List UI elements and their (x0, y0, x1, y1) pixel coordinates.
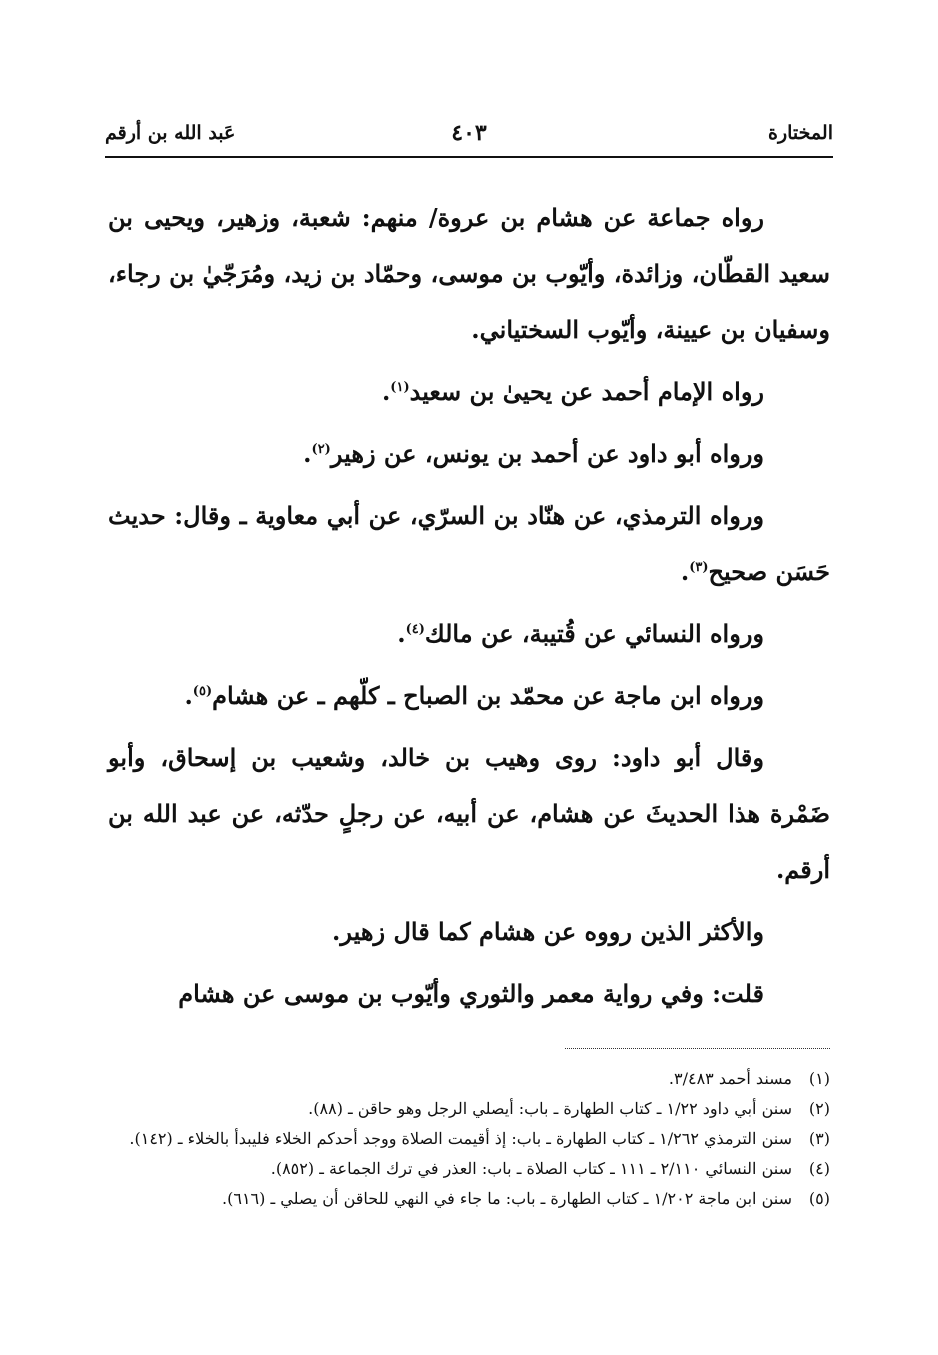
paragraph-end: . (381, 377, 391, 406)
paragraph-text: ورواه الترمذي، عن هنّاد بن السرّي، عن أبي معاوية ـ وقال: حديث حَسَن صحيح (108, 501, 830, 586)
footnote-text: سنن أبي داود ١/٢٢ ـ كتاب الطهارة ـ باب: أيصلي الرجل وهو حاقن ـ (٨٨). (308, 1099, 792, 1118)
paragraph-author-note (108, 966, 830, 1022)
footnote-text: سنن النسائي ٢/١١٠ ـ ١١١ ـ كتاب الصلاة ـ باب: العذر في ترك الجماعة ـ (٨٥٢). (270, 1159, 792, 1178)
chapter-title: عَبد الله بن أرقم (105, 122, 236, 144)
paragraph-ahmad (108, 364, 830, 420)
footnotes (108, 1064, 830, 1214)
footnote-ref-5[interactable]: (٥) (192, 684, 213, 699)
paragraph-text: والأكثر الذين رووه عن هشام كما قال زهير. (332, 917, 764, 946)
paragraph-text: قلت: وفي رواية معمر والثوري وأيّوب بن موسى عن هشام (178, 979, 764, 1008)
footnote-number: (٢) (808, 1099, 830, 1118)
paragraph-text: ورواه ابن ماجة عن محمّد بن الصباح ـ كلّهم ـ عن هشام (212, 681, 764, 710)
running-header (105, 120, 833, 156)
paragraph-text: ورواه أبو داود عن أحمد بن يونس، عن زهير (330, 439, 764, 468)
footnote-ref-1[interactable]: (١) (390, 380, 410, 395)
footnote-number: (٥) (808, 1189, 830, 1208)
page-number: ٤٠٣ (451, 120, 487, 146)
main-text (108, 190, 830, 1028)
paragraph-tirmidhi (108, 488, 830, 600)
paragraph-ibn-majah (108, 668, 830, 724)
footnote-separator (565, 1048, 830, 1049)
paragraph-nasai (108, 606, 830, 662)
footnote-3 (108, 1124, 830, 1154)
footnote-4 (108, 1154, 830, 1184)
paragraph-text: وقال أبو داود: روى وهيب بن خالد، وشعيب بن إسحاق، وأبو ضَمْرة هذا الحديثَ عن هشام، عن أبيه، عن رجلٍ حدّثه، عن عبد الله بن أرقم. (108, 743, 830, 884)
paragraph-text: ورواه النسائي عن قُتيبة، عن مالك (424, 619, 764, 648)
footnote-number: (١) (808, 1069, 830, 1088)
footnote-ref-4[interactable]: (٤) (405, 622, 425, 637)
footnote-number: (٤) (808, 1159, 830, 1178)
paragraph-text: رواه الإمام أحمد عن يحيىٰ بن سعيد (409, 377, 764, 406)
footnote-1 (108, 1064, 830, 1094)
footnote-text: سنن ابن ماجة ١/٢٠٢ ـ كتاب الطهارة ـ باب: ما جاء في النهي للحاقن أن يصلي ـ (٦١٦). (222, 1189, 792, 1208)
footnote-ref-2[interactable]: (٢) (311, 442, 331, 457)
paragraph-majority (108, 904, 830, 960)
footnote-ref-3[interactable]: (٣) (689, 560, 709, 575)
paragraph-end: . (680, 557, 690, 586)
paragraph-narrators (108, 190, 830, 358)
footnote-text: سنن الترمذي ١/٢٦٢ ـ كتاب الطهارة ـ باب: إذ أقيمت الصلاة ووجد أحدكم الخلاء فليبدأ بالخلاء ـ (١٤٢). (129, 1129, 792, 1148)
footnote-5 (108, 1184, 830, 1214)
paragraph-end: . (303, 439, 312, 468)
paragraph-end: . (184, 681, 193, 710)
paragraph-text: رواه جماعة عن هشام بن عروة/ منهم: شعبة، وزهير، ويحيى بن سعيد القطّان، وزائدة، وأيّوب بن موسى، وحمّاد بن زيد، ومُرَجّيٰ بن رجاء، وسفيان بن عيينة، وأيّوب السختياني. (108, 203, 830, 344)
footnote-2 (108, 1094, 830, 1124)
book-title: المختارة (768, 122, 833, 144)
footnote-text: مسند أحمد ٣/٤٨٣. (668, 1069, 792, 1088)
footnote-number: (٣) (808, 1129, 830, 1148)
paragraph-abu-dawud (108, 426, 830, 482)
header-rule (105, 156, 833, 158)
paragraph-abu-dawud-comment (108, 730, 830, 898)
paragraph-end: . (397, 619, 406, 648)
